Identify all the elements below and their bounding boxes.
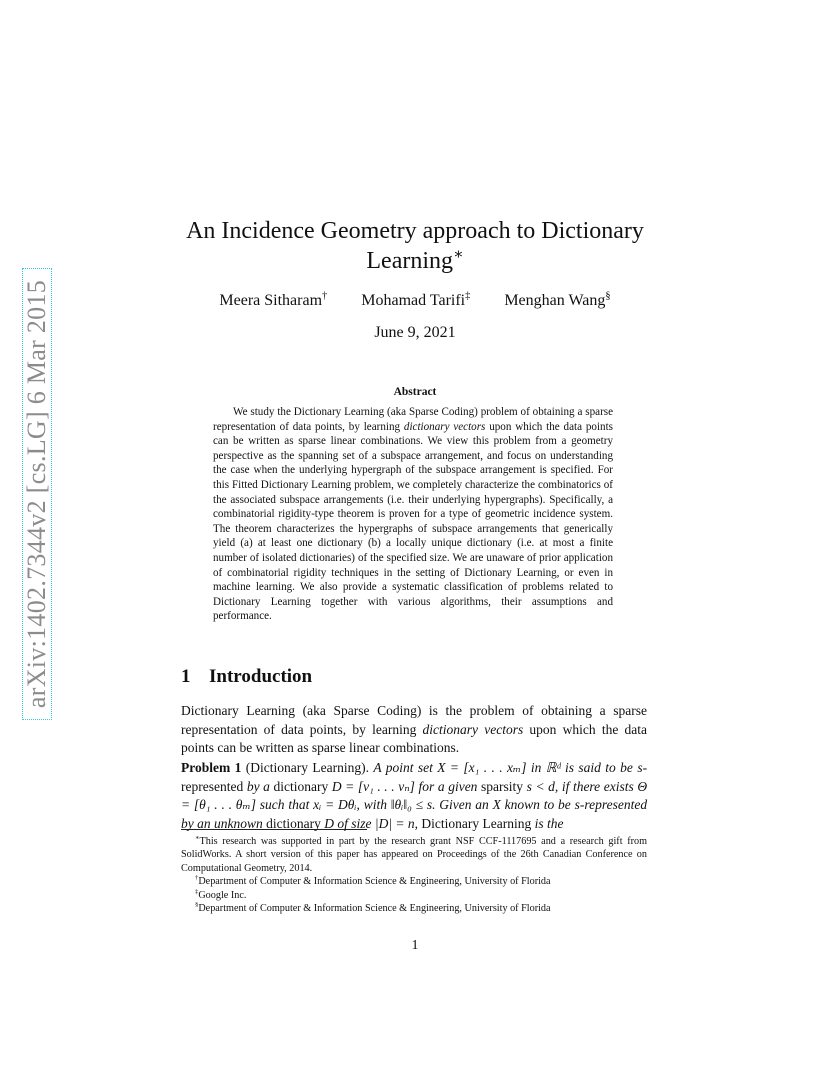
- footnote-rule: [181, 829, 367, 830]
- footnote: [181, 875, 647, 888]
- abstract-text: We study the Dictionary Learning (aka Sparse Coding) problem of obtaining a sparse representation of data points, by learning: [213, 406, 613, 433]
- math: |D| = n: [374, 815, 415, 831]
- problem-name: (Dictionary Learning).: [245, 760, 369, 775]
- problem-text: of size: [337, 815, 372, 831]
- author: [361, 292, 470, 310]
- abstract-heading: Abstract: [393, 386, 437, 398]
- footnote-text: This research was supported in part by the research grant NSF CCF-1117695 and a research gift from SolidWorks. A short version of this paper has appeared on Proceedings of the 26th Canadian Conference on Computational Geometry, 2014.: [181, 836, 647, 874]
- math: ‖θᵢ‖₀ ≤ s: [390, 797, 433, 812]
- footnote: [181, 835, 647, 875]
- author-name: Meera Sitharam: [219, 292, 323, 309]
- author-name: Menghan Wang: [504, 292, 606, 309]
- math: Θ = [θ₁ . . . θₘ]: [181, 778, 648, 812]
- section-heading: [181, 666, 312, 688]
- section-title: Introduction: [209, 666, 313, 687]
- author-mark: §: [605, 290, 611, 302]
- problem-text: sparsity: [481, 778, 524, 794]
- author-mark: †: [322, 290, 328, 302]
- problem-text: . Given an: [432, 797, 489, 812]
- author: [219, 292, 327, 310]
- intro-paragraph: [181, 702, 647, 758]
- title-footnote-mark: ∗: [453, 246, 464, 263]
- footnote-mark: ∗: [195, 834, 200, 842]
- problem-statement: [181, 759, 647, 833]
- page-number: 1: [411, 938, 419, 953]
- math: D = [v₁ . . . vₙ]: [331, 778, 415, 794]
- intro-text: Dictionary Learning (aka Sparse Coding) is the problem of obtaining a sparse representation of data points, by learning: [181, 703, 647, 737]
- math: s < d: [526, 778, 555, 794]
- problem-text: such that: [259, 797, 310, 812]
- problem-text: dictionary: [266, 815, 321, 831]
- footnote-mark: †: [195, 874, 199, 882]
- problem-text: A point set: [373, 760, 433, 775]
- author-mark: ‡: [465, 290, 471, 302]
- author-list: [160, 292, 670, 310]
- problem-text: ,: [414, 815, 419, 831]
- math: X = [x₁ . . . xₘ]: [437, 760, 527, 775]
- intro-emphasis: dictionary vectors: [422, 721, 524, 737]
- math: X: [492, 797, 501, 812]
- problem-text: , with: [356, 797, 387, 812]
- problem-text: -represented: [181, 760, 648, 794]
- problem-text: in: [530, 760, 542, 775]
- abstract-emphasis: dictionary vectors: [403, 420, 486, 433]
- problem-text: is the: [534, 815, 564, 831]
- footnote-mark: ‡: [195, 888, 199, 896]
- footnote: [181, 889, 647, 902]
- problem-text: dictionary: [273, 778, 329, 794]
- title-text: An Incidence Geometry approach to Dictionary Learning: [186, 218, 644, 274]
- math: ℝᵈ: [545, 760, 561, 775]
- math: s: [637, 760, 643, 775]
- paper-date: June 9, 2021: [374, 324, 456, 341]
- problem-text: Dictionary Learning: [421, 815, 532, 831]
- problem-text: , if there exists: [554, 778, 634, 794]
- math: D: [324, 815, 334, 831]
- author: [504, 292, 610, 310]
- problem-label: Problem 1: [181, 760, 242, 775]
- problem-text: by a: [246, 778, 270, 794]
- problem-text: for a given: [418, 778, 478, 794]
- author-name: Mohamad Tarifi: [361, 292, 466, 309]
- footnotes: [181, 835, 647, 915]
- footnote-mark: §: [195, 901, 199, 909]
- problem-text: -represented by an unknown: [181, 797, 648, 831]
- footnote-text: Department of Computer & Information Science & Engineering, University of Florida: [198, 903, 551, 915]
- problem-text: known to be: [504, 797, 571, 812]
- abstract-body: [213, 405, 613, 624]
- math: s: [574, 797, 580, 812]
- footnote-text: Department of Computer & Information Science & Engineering, University of Florida: [198, 876, 551, 888]
- section-number: 1: [181, 666, 191, 687]
- abstract-text: upon which the data points can be written as sparse linear combinations. We view this problem from a geometry perspective as the spanning set of a subspace arrangement, and focus on understanding the case when the underlying hypergraph of the subspace arrangement is specified. For this Fitted Dictionary Learning problem, we completely characterize the combinatorics of the associated subspace arrangements (i.e. their underlying hypergraphs). Specifically, a combinatorial rigidity-type theorem is proven for a type of geometric incidence system. The theorem characterizes the hypergraphs of subspace arrangements that generically yield (a) at least one dictionary (b) a locally unique dictionary (i.e. at most a finite number of isolated dictionaries) of the specified size. We are unaware of prior application of combinatorial rigidity techniques in the setting of Dictionary Learning, or even in machine learning. We also provide a systematic classification of problems related to Dictionary Learning together with various algorithms, their assumptions and performance.: [213, 420, 613, 623]
- footnote: [181, 902, 647, 915]
- footnote-text: Google Inc.: [198, 889, 247, 901]
- math: xᵢ = Dθᵢ: [313, 797, 357, 812]
- intro-text: upon which the data points can be written as sparse linear combinations.: [181, 721, 647, 755]
- problem-text: is said to be: [565, 760, 633, 775]
- arxiv-identifier: arXiv:1402.7344v2 [cs.LG] 6 Mar 2015: [22, 279, 51, 709]
- paper-title: [160, 216, 670, 276]
